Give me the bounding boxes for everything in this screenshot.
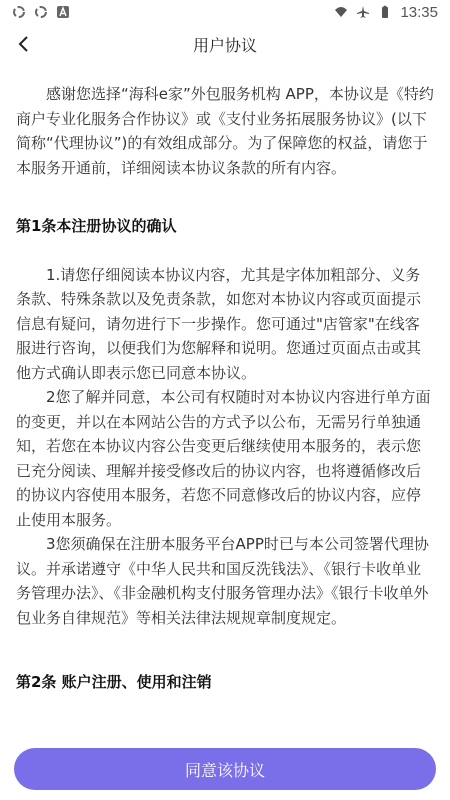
sync-icon [12, 5, 26, 19]
a-letter-icon [56, 5, 70, 19]
app-bar [0, 24, 450, 64]
section-2-title: 第2条 账户注册、使用和注销 [16, 673, 212, 691]
back-button[interactable] [8, 28, 40, 60]
chevron-left-icon [16, 35, 32, 53]
sync-icon [34, 5, 48, 19]
agree-button[interactable]: 同意该协议 [14, 748, 436, 790]
status-time: 13:35 [400, 3, 438, 21]
status-left [12, 5, 70, 19]
section-1-paragraph-3: 3您须确保在注册本服务平台APP时已与本公司签署代理协议。并承诺遵守《中华人民共和国反洗钱法》、《银行卡收单业务管理办法》、《非金融机构支付服务管理办法》《银行卡收单外包业务自律规范》等相关法律法规规章制度规定。 [16, 535, 429, 627]
battery-icon [378, 5, 392, 19]
agreement-content[interactable] [16, 82, 434, 740]
intro-paragraph: 感谢您选择“海科e家”外包服务机构 APP，本协议是《特约商户专业化服务合作协议》或《支付业务拓展服务协议》(以下简称“代理协议”)的有效组成部分。为了保障您的权益，请您于本服务开通前，详细阅读本协议条款的所有内容。 [16, 85, 434, 177]
section-1-paragraph-2: 2您了解并同意，本公司有权随时对本协议内容进行单方面的变更，并以在本网站公告的方式予以公布，无需另行单独通知，若您在本协议内容公告变更后继续使用本服务的，表示您已充分阅读、理解并接受修改后的协议内容，也将遵循修改后的协议内容使用本服务，若您不同意修改后的协议内容，应停止使用本服务。 [16, 388, 431, 529]
page-title: 用户协议 [192, 35, 257, 55]
status-bar [0, 0, 450, 24]
section-1-paragraph-1: 1.请您仔细阅读本协议内容，尤其是字体加粗部分、义务条款、特殊条款以及免责条款，如您对本协议内容或页面提示信息有疑问，请勿进行下一步操作。您可通过"店管家"在线客服进行咨询，以便我们为您解释和说明。您通过页面点击或其他方式确认即表示您已同意本协议。 [16, 265, 422, 382]
airplane-icon [356, 5, 370, 19]
status-right [334, 4, 438, 21]
wifi-icon [334, 5, 348, 19]
section-1-title: 第1条本注册协议的确认 [16, 217, 177, 235]
